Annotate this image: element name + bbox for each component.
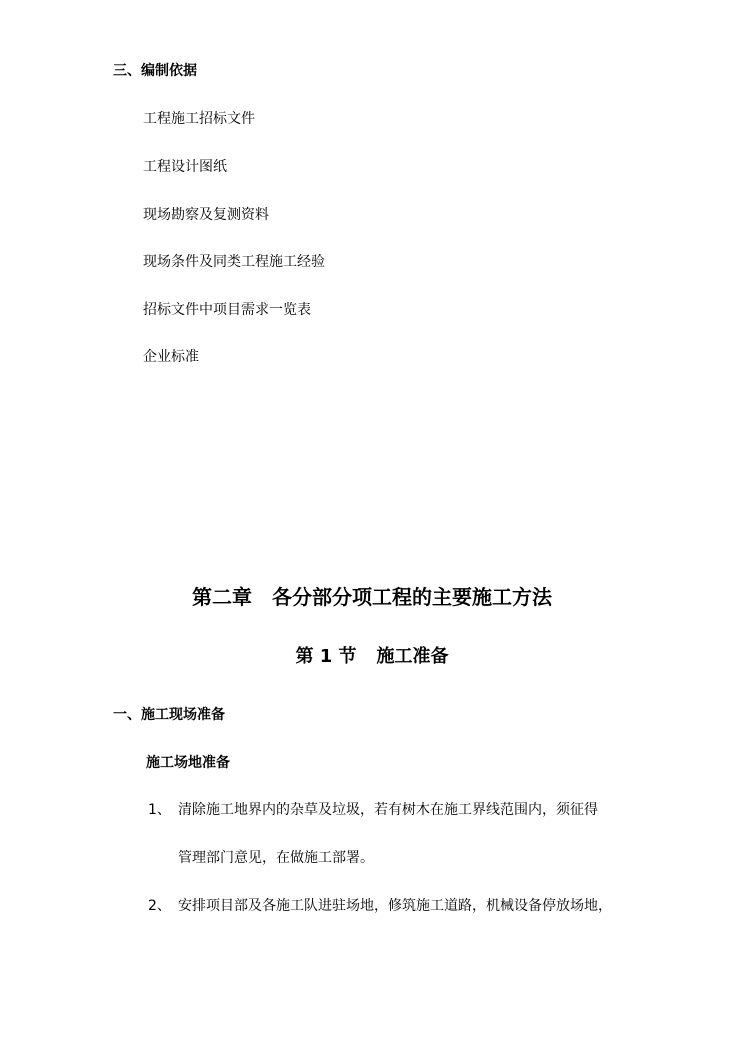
basis-item-6: 企业标准: [143, 349, 199, 365]
subheading-site-prep: 施工场地准备: [146, 755, 230, 771]
list-item-text: 安排项目部及各施工队进驻场地，修筑施工道路，机械设备停放场地，: [178, 898, 612, 914]
list-item-2: [148, 899, 612, 913]
section-label: 第 1 节: [295, 646, 357, 667]
basis-item-5: 招标文件中项目需求一览表: [143, 302, 311, 318]
part-heading-site-prep: 一、施工现场准备: [113, 707, 225, 723]
list-item-number: 2、: [148, 898, 171, 914]
basis-item-1: 工程施工招标文件: [143, 111, 255, 127]
section-title: [0, 648, 744, 666]
basis-item-4: 现场条件及同类工程施工经验: [143, 254, 325, 270]
list-item-number: 1、: [148, 802, 171, 818]
list-item-text: 清除施工地界内的杂草及垃圾，若有树木在施工界线范围内，须征得: [178, 802, 598, 818]
chapter-title: [0, 587, 744, 607]
section-heading-basis: 三、编制依据: [113, 63, 197, 79]
chapter-label: 第二章: [192, 585, 252, 609]
basis-item-2: 工程设计图纸: [143, 159, 227, 175]
list-item-1-continuation: 管理部门意见，在做施工部署。: [178, 850, 374, 866]
chapter-name: 各分部分项工程的主要施工方法: [272, 585, 552, 609]
list-item-1: [148, 803, 598, 817]
section-name: 施工准备: [376, 646, 449, 667]
basis-item-3: 现场勘察及复测资料: [143, 207, 269, 223]
